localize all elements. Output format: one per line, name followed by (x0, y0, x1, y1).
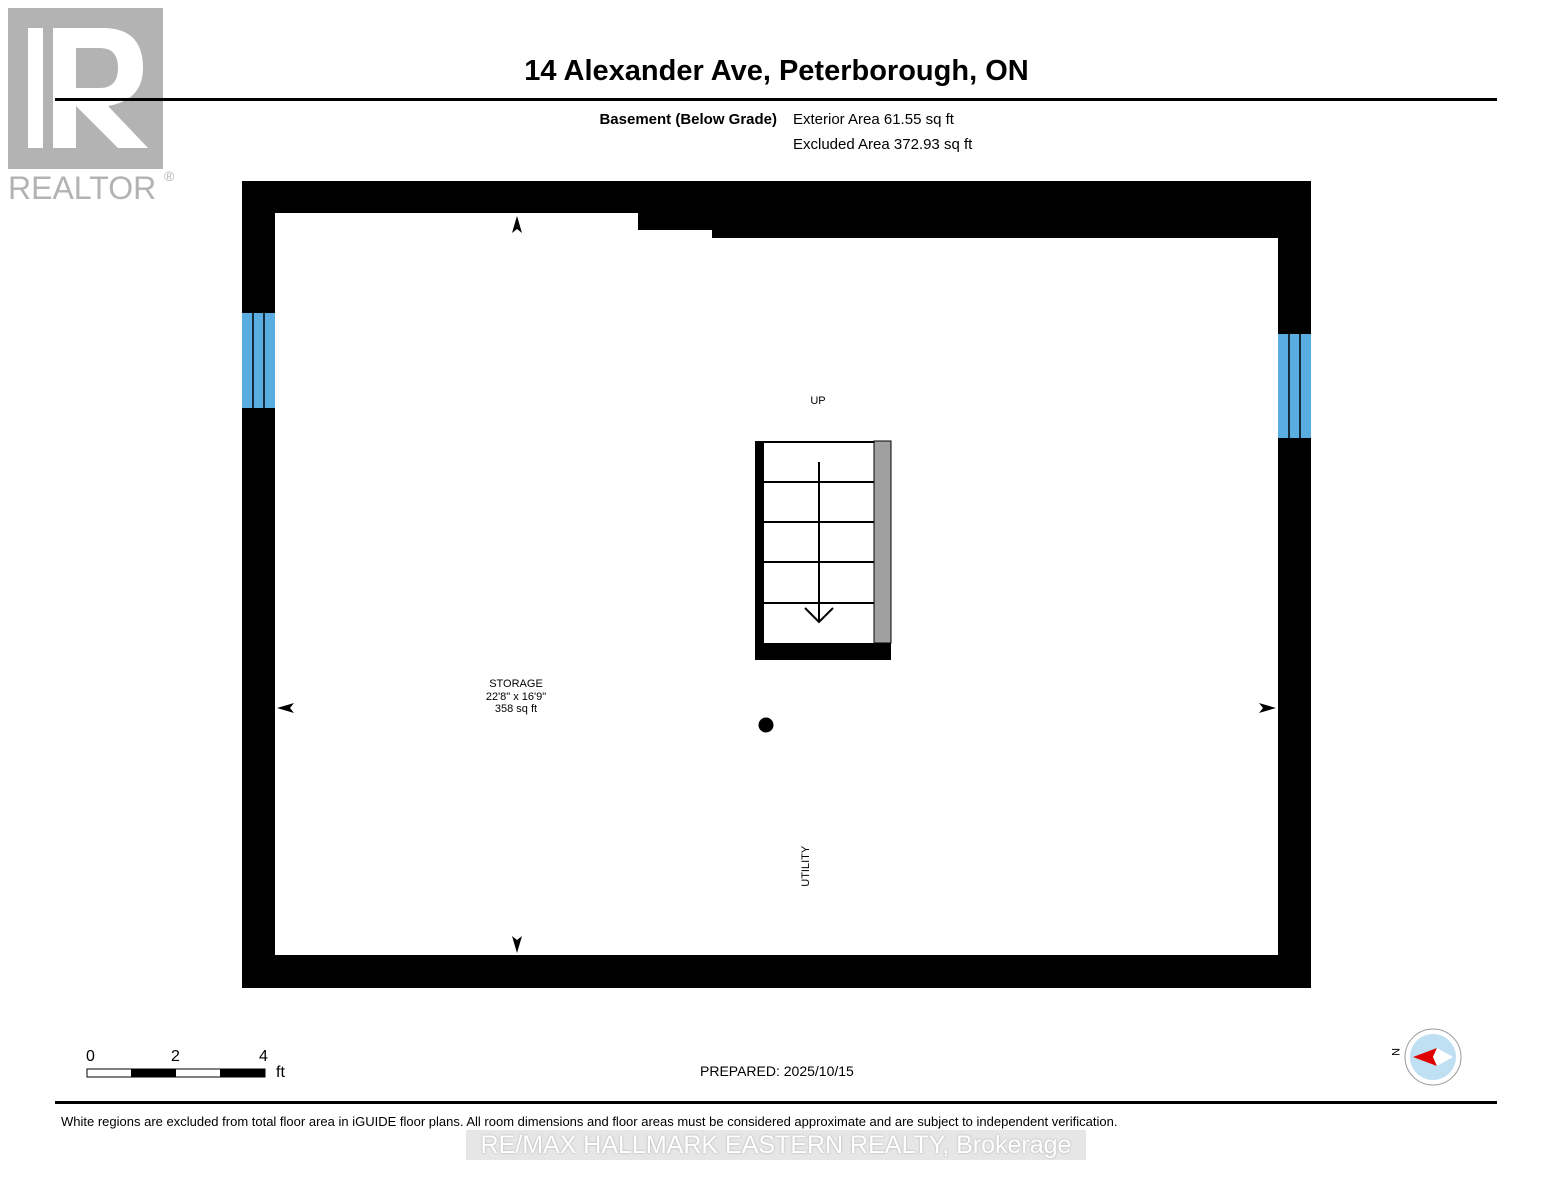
scale-tick-0: 0 (86, 1048, 95, 1065)
level-name: Basement (Below Grade) (599, 111, 777, 128)
room-name: STORAGE (489, 678, 543, 690)
staircase (755, 441, 891, 660)
scale-unit: ft (276, 1064, 285, 1081)
scale-tick-2: 2 (171, 1048, 180, 1065)
scale-tick-4: 4 (259, 1048, 268, 1065)
scale-bar (86, 1068, 268, 1080)
brokerage-watermark: RE/MAX HALLMARK EASTERN REALTY, Brokerage (466, 1130, 1086, 1160)
realtor-wordmark: REALTOR (8, 170, 157, 206)
exterior-area: Exterior Area 61.55 sq ft (793, 111, 954, 128)
registered-mark: ® (164, 168, 175, 184)
window-left (242, 313, 275, 408)
utility-label: UTILITY (799, 845, 812, 887)
room-dimensions: 22'8" x 16'9" (485, 690, 547, 703)
disclaimer: White regions are excluded from total floor area in iGUIDE floor plans. All room dimensions and floor areas must be considered approximate and are subject to independent verification. (61, 1114, 1118, 1129)
room-label-storage (456, 678, 576, 716)
compass-north-label: N (1388, 1048, 1401, 1056)
room-area: 358 sq ft (494, 703, 538, 715)
stairs-up-label: UP (810, 395, 826, 407)
support-post (759, 718, 774, 733)
prepared-date: PREPARED: 2025/10/15 (700, 1063, 854, 1079)
excluded-area: Excluded Area 372.93 sq ft (793, 136, 973, 153)
footer-divider (55, 1101, 1497, 1104)
page-title: 14 Alexander Ave, Peterborough, ON (524, 55, 1029, 87)
window-right (1278, 334, 1311, 438)
compass-icon (1403, 1028, 1465, 1088)
